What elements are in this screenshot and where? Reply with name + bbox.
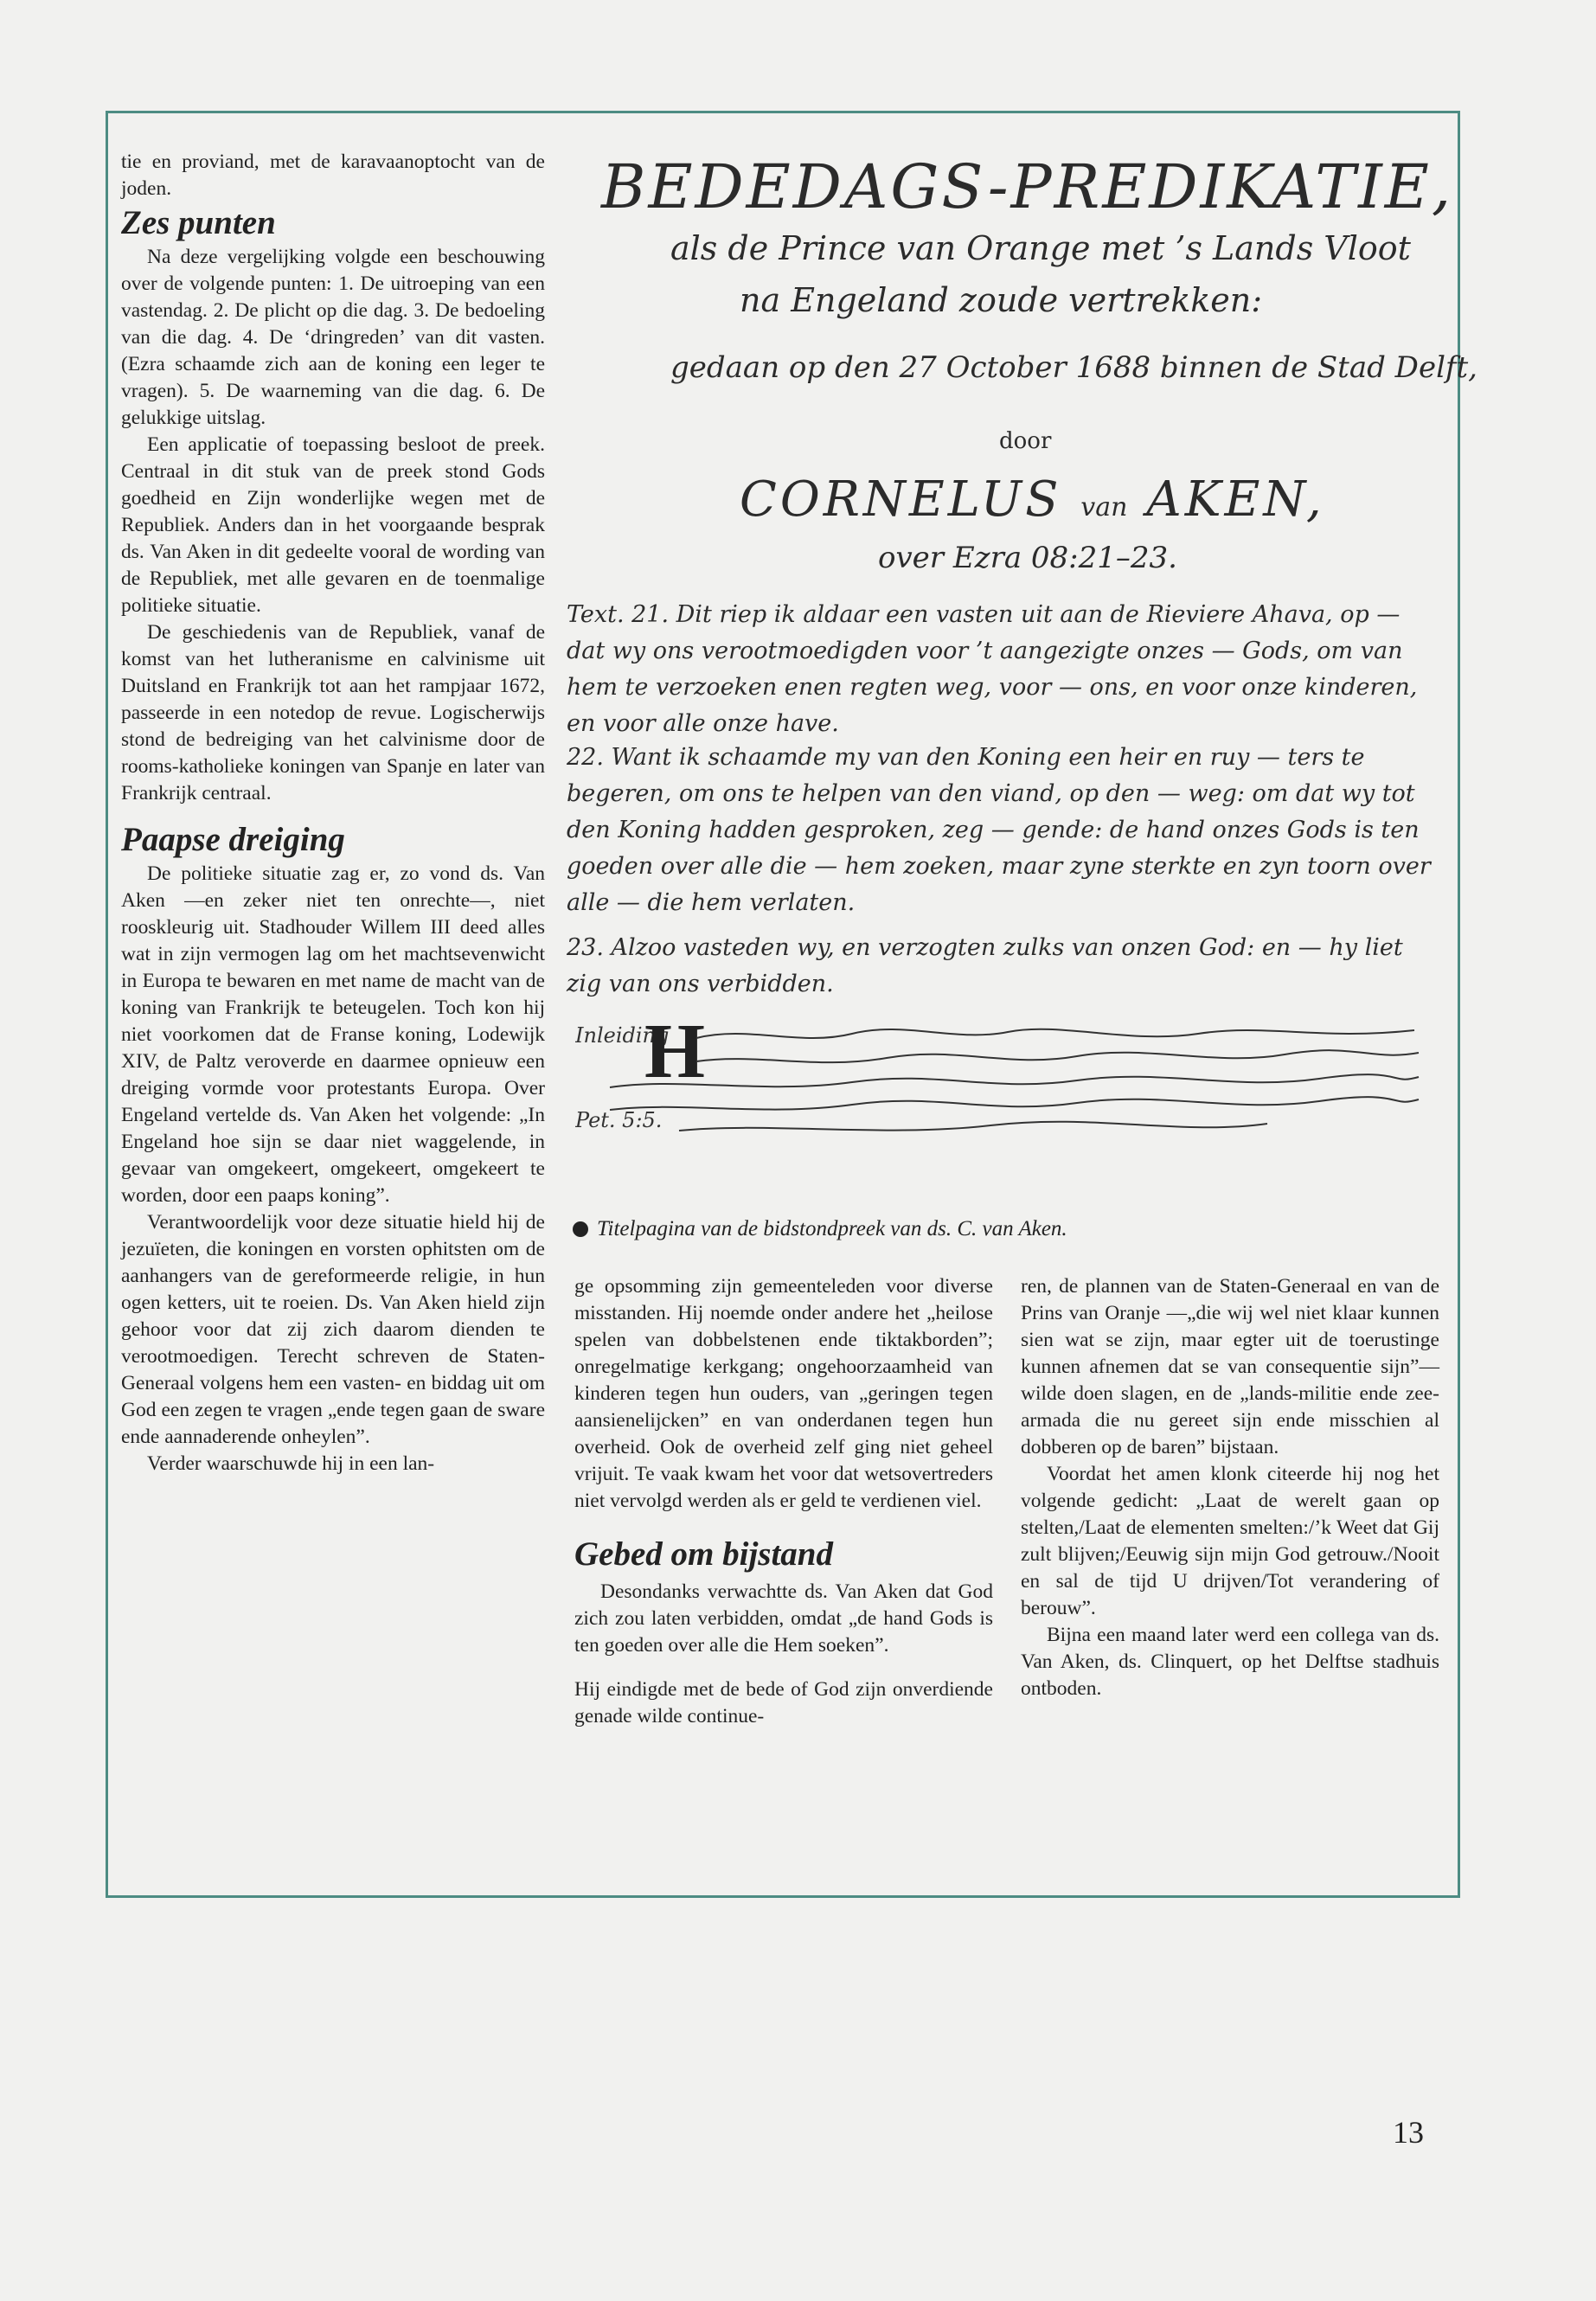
- paragraph: Desondanks verwachtte ds. Van Aken dat God zich zou laten verbidden, omdat „de hand Gods is ten goeden over alle die Hem soeken”.: [574, 1580, 993, 1657]
- paragraph: De politieke situatie zag er, zo vond ds. Van Aken —en zeker niet ten onrechte—, niet rooskleurig uit. Stadhouder Willem III deed alles wat in zijn vermogen lag om het machtsevenwicht in Europa te bewaren en met name de macht van de koning van Frankrijk te beteugelen. Toch kon hij niet voorkomen dat de Franse koning, Lodewijk XIV, de Paltz veroverde en daarmee opnieuw een dreiging vormde voor protestants Europa. Over Engeland vertelde ds. Van Aken het volgende: „In Engeland hoe sijn se daar niet waggelende, in gevaar van omgekeert, omgekeert, omgekeert te worden, door een paaps koning”.: [121, 862, 545, 1207]
- facsimile-subtitle-2: na Engeland zoude vertrekken:: [740, 281, 1263, 319]
- paragraph: Verder waarschuwde hij in een lan-: [147, 1452, 435, 1475]
- page-number: 13: [1393, 2115, 1424, 2150]
- heading-paapse-dreiging: Paapse dreiging: [121, 821, 345, 858]
- facsimile-author: [740, 471, 1325, 528]
- column-middle: [574, 1273, 993, 1730]
- handwritten-scribble: [575, 1008, 1432, 1146]
- facsimile-subtitle-1: als de Prince van Orange met ’s Lands Vloot: [670, 229, 1411, 267]
- caption-text: Titelpagina van de bidstondpreek van ds. C. van Aken.: [597, 1217, 1067, 1240]
- author-first: CORNELUS: [740, 471, 1062, 528]
- bullet-icon: [573, 1221, 588, 1237]
- intro-paragraph: tie en proviand, met de karavaanoptocht van de joden.: [121, 151, 545, 200]
- facsimile-verse-23: 23. Alzoo vasteden wy, en verzogten zulks van onzen God: en — hy liet zig van ons verbidden.: [567, 934, 1403, 997]
- paragraph: Voordat het amen klonk citeerde hij nog het volgende gedicht: „Laat de werelt gaan op stelten,/Laat de elementen smelten:/’k Weet dat Gij zult blijven;/Eeuwig sijn mijn God getrouw./Nooit en sal de tijd U drijven/Tot verandering of berouw”.: [1021, 1463, 1439, 1619]
- facsimile-verse-22: 22. Want ik schaamde my van den Koning een heir en ruy — ters te begeren, om ons te helpen van den viand, op den — weg: om dat wy tot den Koning hadden gesproken, zeg — gende: de hand onzes Gods is ten goeden over alle die — hem zoeken, maar zyne sterkte en zyn toorn over alle — die hem verlaten.: [567, 744, 1431, 916]
- margin-pet: Pet. 5:5.: [575, 1108, 663, 1132]
- figure-caption: [573, 1217, 1067, 1241]
- heading-gebed-om-bijstand: Gebed om bijstand: [574, 1535, 833, 1573]
- author-last: AKEN,: [1146, 471, 1325, 528]
- facsimile-bible-reference: over Ezra 08:21–23.: [878, 541, 1177, 575]
- facsimile-title: BEDEDAGS-PREDIKATIE,: [601, 151, 1454, 222]
- paragraph: Na deze vergelijking volgde een beschouwing over de volgende punten: 1. De uitroeping van een vastendag. 2. De plicht op die dag. 3. De bedoeling van die dag. 4. De ‘dringreden’ van dit vasten. (Ezra schaamde zich aan de koning een leger te vragen). 5. De waarneming van die dag. 6. De gelukkige uitslag.: [121, 246, 545, 429]
- paragraph: ren, de plannen van de Staten-Generaal en van de Prins van Oranje —„die wij wel niet klaar kunnen sien wat se zijn, maar egter uit de toerustinge kunnen afnemen dat se van consequentie sijn”— wilde doen slagen, en de „lands-militie ende zee-armada die nu gereet sijn ende misschien al dobberen op de baren” bijstaan.: [1021, 1275, 1439, 1458]
- paragraph: Verantwoordelijk voor deze situatie hield hij de jezuïeten, die koningen en vorsten ophitsten om de aanhangers van de gereformeerde religie, in hun ogen ketters, uit te roeien. Ds. Van Aken hield zijn gehoor voor dat zij zich daarom dienden te verootmoedigen. Terecht schreven de Staten-Generaal volgens hem een vasten- en biddag uit om God een zegen te vragen „ende tegen gaan de sware ende aannaderende onheylen”.: [121, 1211, 545, 1448]
- facsimile-date-line: gedaan op den 27 October 1688 binnen de Stad Delft,: [670, 350, 1477, 385]
- title-page-facsimile: [567, 143, 1477, 1220]
- paragraph: ge opsomming zijn gemeenteleden voor diverse misstanden. Hij noemde onder andere het „heilose spelen van dobbelstenen ende tiktakborden”; onregelmatige kerkgang; ongehoorzaamheid van kinderen tegen hun ouders, van „geringen tegen aansienelijcken” en van onderdanen tegen hun overheid. Ook de overheid zelf ging niet geheel vrijuit. Te vaak kwam het voor dat wetsovertreders niet vervolgd werden als er geld te verdienen viel.: [574, 1275, 993, 1512]
- paragraph: Bijna een maand later werd een collega van ds. Van Aken, ds. Clinquert, op het Delftse stadhuis ontboden.: [1021, 1624, 1439, 1700]
- margin-inleiding: Inleiding: [575, 1023, 670, 1048]
- facsimile-verse-21: Text. 21. Dit riep ik aldaar een vasten uit aan de Rieviere Ahava, op — dat wy ons verootmoedigden voor ’t aangezigte onzes — Gods, om van hem te verzoeken enen regten weg, voor — ons, en voor onze kinderen, en voor alle onze have.: [567, 601, 1418, 737]
- column-left: [121, 149, 545, 1477]
- heading-zes-punten: Zes punten: [121, 204, 276, 241]
- facsimile-door: door: [999, 428, 1052, 454]
- initial-h: H: [644, 1009, 706, 1094]
- paragraph: Een applicatie of toepassing besloot de preek. Centraal in dit stuk van de preek stond Gods goedheid en Zijn wonderlijke wegen met de Republiek. Anders dan in het voorgaande besprak ds. Van Aken in dit gedeelte vooral de wording van de Republiek, met alle gevaren en de toenmalige politieke situatie.: [121, 433, 545, 617]
- author-van: van: [1080, 492, 1128, 522]
- column-right: [1021, 1273, 1439, 1702]
- paragraph: De geschiedenis van de Republiek, vanaf de komst van het lutheranisme en calvinisme uit Duitsland en Frankrijk tot aan het rampjaar 1672, passeerde in een notedop de revue. Logischerwijs stond de bedreiging van het calvinisme door de rooms-katholieke koningen van Spanje en later van Frankrijk centraal.: [121, 621, 545, 804]
- paragraph: Hij eindigde met de bede of God zijn onverdiende genade wilde continue-: [574, 1678, 993, 1727]
